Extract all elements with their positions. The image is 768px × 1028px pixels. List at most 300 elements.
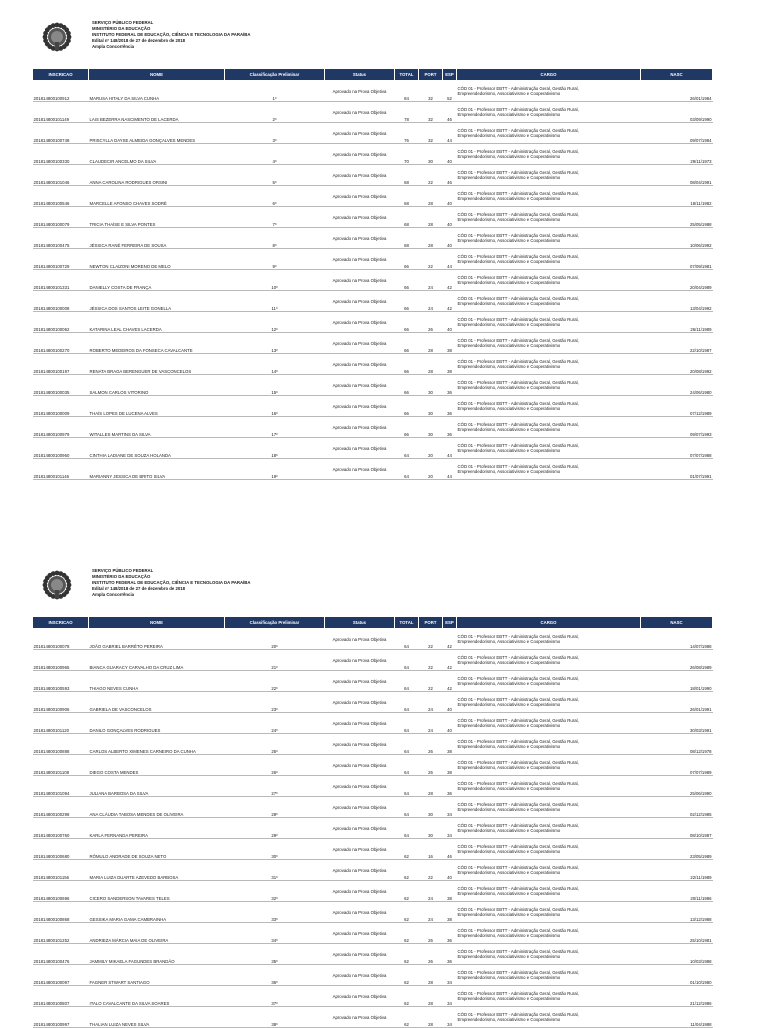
column-header: INSCRICAO xyxy=(33,617,89,629)
total-cell: 64 xyxy=(395,650,419,671)
esp-cell: 36 xyxy=(443,417,457,438)
nasc-cell: 13/12/1988 xyxy=(641,902,713,923)
document-header xyxy=(32,568,712,602)
port-cell: 30 xyxy=(419,375,443,396)
inscricao-cell: 201814800101149 xyxy=(33,102,89,123)
header-line4: Edital nº 148/2018 de 27 de dezembro de 2018 xyxy=(92,38,186,43)
cargo-text: CÓD 01 - Professor EBTT - Administração Geral, Gestão Rural, xyxy=(457,970,579,975)
total-cell: 66 xyxy=(395,270,419,291)
nome-cell: MARUSA HITALY DA SILVA CUNHA xyxy=(89,81,225,102)
cargo-text: CÓD 01 - Professor EBTT - Administração Geral, Gestão Rural, xyxy=(457,907,579,912)
classificacao-cell: 14º xyxy=(225,354,325,375)
cargo-text: CÓD 01 - Professor EBTT - Administração Geral, Gestão Rural, xyxy=(457,212,579,217)
cargo-text: CÓD 01 - Professor EBTT - Administração Geral, Gestão Rural, xyxy=(457,86,579,91)
classificacao-cell: 4º xyxy=(225,144,325,165)
status-cell: Aprovado na Prova Objetiva xyxy=(325,797,395,818)
port-cell: 20 xyxy=(419,459,443,480)
status-cell: Aprovado na Prova Objetiva xyxy=(325,249,395,270)
cargo-text: Empreendedorismo, Associativismo e Cooperativismo xyxy=(457,259,561,264)
cargo-cell xyxy=(457,902,641,923)
total-cell: 62 xyxy=(395,986,419,1007)
cargo-text: Empreendedorismo, Associativismo e Cooperativismo xyxy=(457,322,561,327)
cargo-text: CÓD 01 - Professor EBTT - Administração Geral, Gestão Rural, xyxy=(457,802,579,807)
column-header: TOTAL xyxy=(395,69,419,81)
classificacao-cell: 22º xyxy=(225,671,325,692)
inscricao-cell: 201814800100476 xyxy=(33,944,89,965)
classificacao-cell: 8º xyxy=(225,228,325,249)
classificacao-cell: 16º xyxy=(225,396,325,417)
header-line2: MINISTÉRIO DA EDUCAÇÃO xyxy=(92,26,151,31)
status-cell: Aprovado na Prova Objetiva xyxy=(325,839,395,860)
classificacao-cell: 25º xyxy=(225,734,325,755)
esp-cell: 40 xyxy=(443,692,457,713)
nome-cell: DANIELLY COSTA DE FRANÇA xyxy=(89,270,225,291)
header-line1: SERVIÇO PÚBLICO FEDERAL xyxy=(92,568,154,573)
port-cell: 24 xyxy=(419,713,443,734)
classificacao-cell: 35º xyxy=(225,944,325,965)
cargo-cell xyxy=(457,797,641,818)
cargo-text: Empreendedorismo, Associativismo e Cooperativismo xyxy=(457,448,561,453)
cargo-text: Empreendedorismo, Associativismo e Cooperativismo xyxy=(457,112,561,117)
cargo-cell xyxy=(457,713,641,734)
classificacao-cell: 33º xyxy=(225,902,325,923)
cargo-cell xyxy=(457,81,641,102)
esp-cell: 42 xyxy=(443,629,457,650)
header-line2: MINISTÉRIO DA EDUCAÇÃO xyxy=(92,574,151,579)
results-table xyxy=(32,68,713,480)
status-cell: Aprovado na Prova Objetiva xyxy=(325,776,395,797)
header-text xyxy=(92,568,251,598)
status-cell: Aprovado na Prova Objetiva xyxy=(325,312,395,333)
table-row xyxy=(33,123,713,144)
status-cell: Aprovado na Prova Objetiva xyxy=(325,270,395,291)
nasc-cell: 21/12/1986 xyxy=(641,986,713,1007)
cargo-text: Empreendedorismo, Associativismo e Cooperativismo xyxy=(457,196,561,201)
nome-cell: PRISCYLLA DAYSE ALMEIDA GONÇALVES MENDES xyxy=(89,123,225,144)
inscricao-cell: 201814800101094 xyxy=(33,776,89,797)
status-cell: Aprovado na Prova Objetiva xyxy=(325,1007,395,1028)
total-cell: 64 xyxy=(395,797,419,818)
column-header: TOTAL xyxy=(395,617,419,629)
nasc-cell: 01/10/1980 xyxy=(641,965,713,986)
total-cell: 64 xyxy=(395,692,419,713)
cargo-text: Empreendedorismo, Associativismo e Cooperativismo xyxy=(457,364,561,369)
nome-cell: SALMON CARLOS VITORINO xyxy=(89,375,225,396)
cargo-text: CÓD 01 - Professor EBTT - Administração Geral, Gestão Rural, xyxy=(457,634,579,639)
status-cell: Aprovado na Prova Objetiva xyxy=(325,375,395,396)
table-row xyxy=(33,902,713,923)
classificacao-cell: 20º xyxy=(225,629,325,650)
table-row xyxy=(33,102,713,123)
nasc-cell: 24/06/1980 xyxy=(641,375,713,396)
cargo-text: Empreendedorismo, Associativismo e Cooperativismo xyxy=(457,912,561,917)
nome-cell: JÉSSICA RANÉ FERREIRA DE SOUSA xyxy=(89,228,225,249)
classificacao-cell: 10º xyxy=(225,270,325,291)
cargo-text: CÓD 01 - Professor EBTT - Administração Geral, Gestão Rural, xyxy=(457,233,579,238)
inscricao-cell: 201814800100979 xyxy=(33,417,89,438)
cargo-text: CÓD 01 - Professor EBTT - Administração Geral, Gestão Rural, xyxy=(457,823,579,828)
cargo-text: Empreendedorismo, Associativismo e Cooperativismo xyxy=(457,91,561,96)
classificacao-cell: 38º xyxy=(225,1007,325,1028)
cargo-text: Empreendedorismo, Associativismo e Cooperativismo xyxy=(457,175,561,180)
esp-cell: 40 xyxy=(443,312,457,333)
nasc-cell: 08/10/1987 xyxy=(641,818,713,839)
cargo-cell xyxy=(457,354,641,375)
total-cell: 64 xyxy=(395,459,419,480)
inscricao-cell: 201814800100696 xyxy=(33,881,89,902)
port-cell: 24 xyxy=(419,902,443,923)
cargo-cell xyxy=(457,965,641,986)
esp-cell: 40 xyxy=(443,713,457,734)
cargo-text: CÓD 01 - Professor EBTT - Administração Geral, Gestão Rural, xyxy=(457,844,579,849)
table-row xyxy=(33,144,713,165)
cargo-cell xyxy=(457,881,641,902)
cargo-cell xyxy=(457,860,641,881)
esp-cell: 44 xyxy=(443,438,457,459)
status-cell: Aprovado na Prova Objetiva xyxy=(325,417,395,438)
total-cell: 68 xyxy=(395,228,419,249)
classificacao-cell: 28º xyxy=(225,797,325,818)
cargo-cell xyxy=(457,165,641,186)
cargo-text: CÓD 01 - Professor EBTT - Administração Geral, Gestão Rural, xyxy=(457,338,579,343)
column-header: Status xyxy=(325,617,395,629)
inscricao-cell: 201814800100888 xyxy=(33,734,89,755)
classificacao-cell: 11º xyxy=(225,291,325,312)
nome-cell: GESSIKA MARIA GAMA CAMBRAINHA xyxy=(89,902,225,923)
esp-cell: 36 xyxy=(443,375,457,396)
esp-cell: 40 xyxy=(443,860,457,881)
total-cell: 84 xyxy=(395,81,419,102)
cargo-text: CÓD 01 - Professor EBTT - Administração Geral, Gestão Rural, xyxy=(457,443,579,448)
inscricao-cell: 201814800100997 xyxy=(33,1007,89,1028)
nome-cell: KARLA FERNANDA PEREIRA xyxy=(89,818,225,839)
nasc-cell: 20/04/1989 xyxy=(641,270,713,291)
nasc-cell: 10/03/1988 xyxy=(641,944,713,965)
esp-cell: 44 xyxy=(443,249,457,270)
table-row xyxy=(33,312,713,333)
inscricao-cell: 201814800100906 xyxy=(33,692,89,713)
nome-cell: JOÃO GABRIEL BARRÊTO PEREIRA xyxy=(89,629,225,650)
cargo-text: CÓD 01 - Professor EBTT - Administração Geral, Gestão Rural, xyxy=(457,464,579,469)
nasc-cell: 13/04/1992 xyxy=(641,291,713,312)
port-cell: 22 xyxy=(419,629,443,650)
table-row xyxy=(33,186,713,207)
cargo-text: Empreendedorismo, Associativismo e Cooperativismo xyxy=(457,280,561,285)
table-row xyxy=(33,165,713,186)
port-cell: 30 xyxy=(419,818,443,839)
esp-cell: 40 xyxy=(443,144,457,165)
inscricao-cell: 201814800100078 xyxy=(33,629,89,650)
inscricao-cell: 201814800101108 xyxy=(33,755,89,776)
nasc-cell: 23/05/1989 xyxy=(641,839,713,860)
inscricao-cell: 201814800100960 xyxy=(33,438,89,459)
total-cell: 66 xyxy=(395,354,419,375)
status-cell: Aprovado na Prova Objetiva xyxy=(325,965,395,986)
results-table xyxy=(32,616,713,1028)
inscricao-cell: 201814800100729 xyxy=(33,249,89,270)
cargo-cell xyxy=(457,671,641,692)
total-cell: 62 xyxy=(395,944,419,965)
inscricao-cell: 201814800100475 xyxy=(33,228,89,249)
nasc-cell: 29/11/1973 xyxy=(641,144,713,165)
classificacao-cell: 9º xyxy=(225,249,325,270)
cargo-text: Empreendedorismo, Associativismo e Cooperativismo xyxy=(457,891,561,896)
nasc-cell: 20/08/1992 xyxy=(641,354,713,375)
port-cell: 20 xyxy=(419,438,443,459)
table-row xyxy=(33,839,713,860)
classificacao-cell: 5º xyxy=(225,165,325,186)
status-cell: Aprovado na Prova Objetiva xyxy=(325,671,395,692)
inscricao-cell: 201814800100965 xyxy=(33,650,89,671)
nome-cell: THAÍS LOPES DE LUCENA ALVES xyxy=(89,396,225,417)
cargo-text: Empreendedorismo, Associativismo e Cooperativismo xyxy=(457,301,561,306)
column-header: Classificação Preliminar xyxy=(225,617,325,629)
cargo-text: CÓD 01 - Professor EBTT - Administração Geral, Gestão Rural, xyxy=(457,422,579,427)
port-cell: 30 xyxy=(419,797,443,818)
cargo-text: CÓD 01 - Professor EBTT - Administração Geral, Gestão Rural, xyxy=(457,380,579,385)
table-row xyxy=(33,228,713,249)
inscricao-cell: 201814800100270 xyxy=(33,333,89,354)
nome-cell: CARLOS ALBERTO XIMENES CARNEIRO DA CUNHA xyxy=(89,734,225,755)
esp-cell: 34 xyxy=(443,986,457,1007)
cargo-cell xyxy=(457,459,641,480)
cargo-text: CÓD 01 - Professor EBTT - Administração Geral, Gestão Rural, xyxy=(457,655,579,660)
inscricao-cell: 201814800101156 xyxy=(33,860,89,881)
cargo-text: Empreendedorismo, Associativismo e Cooperativismo xyxy=(457,870,561,875)
cargo-cell xyxy=(457,923,641,944)
nasc-cell: 01/07/1991 xyxy=(641,459,713,480)
inscricao-cell: 201814800100008 xyxy=(33,291,89,312)
esp-cell: 38 xyxy=(443,333,457,354)
table-row xyxy=(33,396,713,417)
classificacao-cell: 29º xyxy=(225,818,325,839)
nasc-cell: 11/04/1988 xyxy=(641,1007,713,1028)
esp-cell: 44 xyxy=(443,123,457,144)
nasc-cell: 25/06/1990 xyxy=(641,776,713,797)
total-cell: 78 xyxy=(395,102,419,123)
table-row xyxy=(33,965,713,986)
cargo-text: Empreendedorismo, Associativismo e Cooperativismo xyxy=(457,639,561,644)
nasc-cell: 07/07/1988 xyxy=(641,438,713,459)
header-line5: Ampla Concorrência xyxy=(92,44,135,49)
esp-cell: 40 xyxy=(443,228,457,249)
esp-cell: 46 xyxy=(443,102,457,123)
table-header-row xyxy=(33,69,713,81)
inscricao-cell: 201814800100807 xyxy=(33,986,89,1007)
cargo-cell xyxy=(457,629,641,650)
column-header: NOME xyxy=(89,617,225,629)
cargo-text: CÓD 01 - Professor EBTT - Administração Geral, Gestão Rural, xyxy=(457,296,579,301)
table-row xyxy=(33,944,713,965)
inscricao-cell: 201814800101120 xyxy=(33,713,89,734)
nasc-cell: 26/01/1984 xyxy=(641,81,713,102)
inscricao-cell: 201814800100912 xyxy=(33,81,89,102)
classificacao-cell: 13º xyxy=(225,333,325,354)
status-cell: Aprovado na Prova Objetiva xyxy=(325,986,395,1007)
cargo-text: Empreendedorismo, Associativismo e Cooperativismo xyxy=(457,681,561,686)
cargo-text: Empreendedorismo, Associativismo e Cooperativismo xyxy=(457,343,561,348)
esp-cell: 52 xyxy=(443,81,457,102)
esp-cell: 46 xyxy=(443,165,457,186)
esp-cell: 34 xyxy=(443,818,457,839)
status-cell: Aprovado na Prova Objetiva xyxy=(325,923,395,944)
column-header: PORT xyxy=(419,617,443,629)
table-row xyxy=(33,333,713,354)
cargo-text: CÓD 01 - Professor EBTT - Administração Geral, Gestão Rural, xyxy=(457,949,579,954)
nome-cell: THIAGO NEVES CUNHA xyxy=(89,671,225,692)
cargo-text: Empreendedorismo, Associativismo e Cooperativismo xyxy=(457,133,561,138)
esp-cell: 36 xyxy=(443,944,457,965)
classificacao-cell: 19º xyxy=(225,459,325,480)
nome-cell: RENATA BRAGA BERENGUER DE VASCONCELOS xyxy=(89,354,225,375)
nome-cell: BIANCA GUARACY CARVALHO DA CRUZ LIMA xyxy=(89,650,225,671)
cargo-text: Empreendedorismo, Associativismo e Cooperativismo xyxy=(457,954,561,959)
esp-cell: 46 xyxy=(443,839,457,860)
port-cell: 32 xyxy=(419,123,443,144)
nasc-cell: 07/07/1989 xyxy=(641,755,713,776)
classificacao-cell: 2º xyxy=(225,102,325,123)
table-row xyxy=(33,986,713,1007)
header-text xyxy=(92,20,251,50)
nome-cell: JAMMILY MIKAELA FAGUNDES BRANDÃO xyxy=(89,944,225,965)
port-cell: 26 xyxy=(419,312,443,333)
nasc-cell: 07/12/1989 xyxy=(641,396,713,417)
table-row xyxy=(33,818,713,839)
inscricao-cell: 201814800100748 xyxy=(33,123,89,144)
port-cell: 28 xyxy=(419,186,443,207)
inscricao-cell: 201814800101252 xyxy=(33,923,89,944)
table-row xyxy=(33,776,713,797)
port-cell: 26 xyxy=(419,755,443,776)
inscricao-cell: 201814800100097 xyxy=(33,965,89,986)
esp-cell: 38 xyxy=(443,755,457,776)
nome-cell: GABRIELA DE VASCONCELOS xyxy=(89,692,225,713)
status-cell: Aprovado na Prova Objetiva xyxy=(325,228,395,249)
cargo-cell xyxy=(457,839,641,860)
table-row xyxy=(33,1007,713,1028)
nome-cell: THALIAN LUIZA NEVES SILVA xyxy=(89,1007,225,1028)
cargo-text: CÓD 01 - Professor EBTT - Administração Geral, Gestão Rural, xyxy=(457,1012,579,1017)
port-cell: 22 xyxy=(419,165,443,186)
port-cell: 30 xyxy=(419,144,443,165)
status-cell: Aprovado na Prova Objetiva xyxy=(325,333,395,354)
table-row xyxy=(33,734,713,755)
classificacao-cell: 31º xyxy=(225,860,325,881)
column-header: PORT xyxy=(419,69,443,81)
inscricao-cell: 201814800100546 xyxy=(33,186,89,207)
total-cell: 66 xyxy=(395,396,419,417)
total-cell: 64 xyxy=(395,734,419,755)
port-cell: 28 xyxy=(419,986,443,1007)
status-cell: Aprovado na Prova Objetiva xyxy=(325,123,395,144)
status-cell: Aprovado na Prova Objetiva xyxy=(325,354,395,375)
table-row xyxy=(33,417,713,438)
status-cell: Aprovado na Prova Objetiva xyxy=(325,396,395,417)
nome-cell: CINTHIA LADIANE DE SOUZA HOLANDA xyxy=(89,438,225,459)
status-cell: Aprovado na Prova Objetiva xyxy=(325,207,395,228)
classificacao-cell: 32º xyxy=(225,881,325,902)
column-header: CARGO xyxy=(457,617,641,629)
total-cell: 66 xyxy=(395,333,419,354)
total-cell: 64 xyxy=(395,755,419,776)
nome-cell: JÉSSICA DOS SANTOS LEITE GONELLA xyxy=(89,291,225,312)
header-line3: INSTITUTO FEDERAL DE EDUCAÇÃO, CIÊNCIA E TECNOLOGIA DA PARAÍBA xyxy=(92,580,251,585)
status-cell: Aprovado na Prova Objetiva xyxy=(325,102,395,123)
cargo-cell xyxy=(457,228,641,249)
column-header: INSCRICAO xyxy=(33,69,89,81)
cargo-cell xyxy=(457,776,641,797)
cargo-text: CÓD 01 - Professor EBTT - Administração Geral, Gestão Rural, xyxy=(457,991,579,996)
port-cell: 32 xyxy=(419,102,443,123)
esp-cell: 42 xyxy=(443,650,457,671)
esp-cell: 42 xyxy=(443,671,457,692)
nasc-cell: 02/12/1985 xyxy=(641,797,713,818)
cargo-text: CÓD 01 - Professor EBTT - Administração Geral, Gestão Rural, xyxy=(457,170,579,175)
cargo-cell xyxy=(457,944,641,965)
table-row xyxy=(33,923,713,944)
status-cell: Aprovado na Prova Objetiva xyxy=(325,186,395,207)
esp-cell: 38 xyxy=(443,354,457,375)
column-header: ESP xyxy=(443,617,457,629)
port-cell: 28 xyxy=(419,333,443,354)
nome-cell: FAGNER STWART SANTIAGO xyxy=(89,965,225,986)
status-cell: Aprovado na Prova Objetiva xyxy=(325,944,395,965)
table-row xyxy=(33,671,713,692)
nome-cell: ITALO CAVALCANTE DA SILVA SOARES xyxy=(89,986,225,1007)
inscricao-cell: 201814800101331 xyxy=(33,270,89,291)
nome-cell: NEWTON CLAIZONI MORENO DE MELO xyxy=(89,249,225,270)
column-header: ESP xyxy=(443,69,457,81)
nasc-cell: 25/10/1981 xyxy=(641,923,713,944)
esp-cell: 34 xyxy=(443,965,457,986)
port-cell: 22 xyxy=(419,860,443,881)
cargo-text: Empreendedorismo, Associativismo e Cooperativismo xyxy=(457,786,561,791)
total-cell: 62 xyxy=(395,965,419,986)
total-cell: 64 xyxy=(395,776,419,797)
total-cell: 62 xyxy=(395,902,419,923)
nome-cell: DANILO GONÇALVES RODRIGUES xyxy=(89,713,225,734)
port-cell: 26 xyxy=(419,944,443,965)
nome-cell: LAIS BEZERRA NASCIMENTO DE LACERDA xyxy=(89,102,225,123)
status-cell: Aprovado na Prova Objetiva xyxy=(325,459,395,480)
table-row xyxy=(33,81,713,102)
column-header: NASC xyxy=(641,69,713,81)
nasc-cell: 07/09/1981 xyxy=(641,249,713,270)
cargo-text: CÓD 01 - Professor EBTT - Administração Geral, Gestão Rural, xyxy=(457,149,579,154)
nome-cell: RÔMULO ANDRADE DE SOUZA NETO xyxy=(89,839,225,860)
classificacao-cell: 34º xyxy=(225,923,325,944)
total-cell: 62 xyxy=(395,923,419,944)
status-cell: Aprovado na Prova Objetiva xyxy=(325,734,395,755)
nome-cell: MARIANNY JESSICA DE BRITO SILVA xyxy=(89,459,225,480)
classificacao-cell: 7º xyxy=(225,207,325,228)
nome-cell: KATARINA LEAL CHAVES LACERDA xyxy=(89,312,225,333)
table-row xyxy=(33,797,713,818)
coat-of-arms-icon xyxy=(42,570,72,600)
cargo-text: Empreendedorismo, Associativismo e Cooperativismo xyxy=(457,238,561,243)
cargo-text: CÓD 01 - Professor EBTT - Administração Geral, Gestão Rural, xyxy=(457,697,579,702)
inscricao-cell: 201814800100868 xyxy=(33,902,89,923)
nome-cell: ANA CLÁUDIA TABOSA MENDES DE OLIVEIRA xyxy=(89,797,225,818)
cargo-text: CÓD 01 - Professor EBTT - Administração Geral, Gestão Rural, xyxy=(457,401,579,406)
cargo-text: CÓD 01 - Professor EBTT - Administração Geral, Gestão Rural, xyxy=(457,317,579,322)
header-line4: Edital nº 148/2018 de 27 de dezembro de 2018 xyxy=(92,586,186,591)
inscricao-cell: 201814800100298 xyxy=(33,797,89,818)
total-cell: 66 xyxy=(395,375,419,396)
inscricao-cell: 201814800100593 xyxy=(33,671,89,692)
nome-cell: MARCELLE AFONSO CHAVES SODRÉ xyxy=(89,186,225,207)
classificacao-cell: 15º xyxy=(225,375,325,396)
